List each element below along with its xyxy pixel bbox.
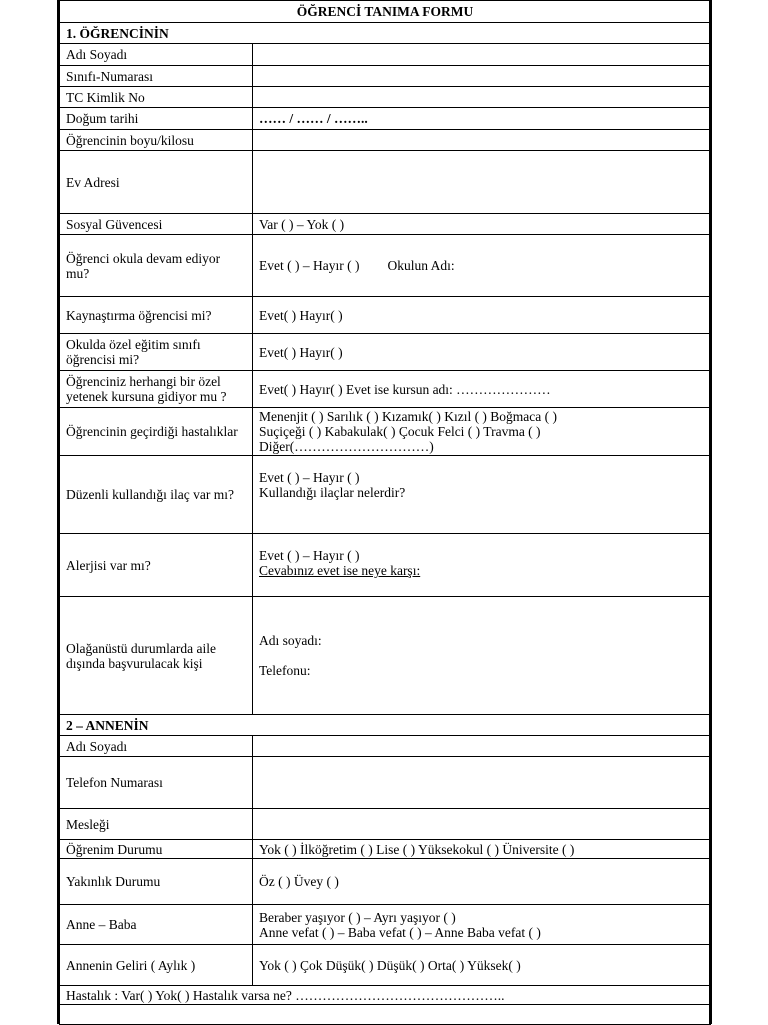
label-adi-soyadi: Adı Soyadı: [60, 44, 253, 66]
label-hastaliklar: Öğrencinin geçirdiği hastalıklar: [60, 408, 253, 456]
okulun-adi-label: Okulun Adı:: [387, 258, 455, 273]
label-kaynastirma: Kaynaştırma öğrencisi mi?: [60, 297, 253, 334]
hastaliklar-line-3[interactable]: Diğer(…………………………): [259, 439, 434, 454]
field-ozel-egitim[interactable]: Evet( ) Hayır( ): [253, 334, 711, 371]
field-anne-meslek[interactable]: [253, 809, 711, 840]
alerji-options[interactable]: Evet ( ) – Hayır ( ): [259, 548, 360, 563]
label-anne-meslek: Mesleği: [60, 809, 253, 840]
field-ozel-yetenek[interactable]: Evet( ) Hayır( ) Evet ise kursun adı: …………………: [253, 371, 711, 408]
anne-hastalik-row[interactable]: Hastalık : Var( ) Yok( ) Hastalık varsa ne? ………………………………………..: [60, 986, 711, 1005]
field-anne-yakinlik[interactable]: Öz ( ) Üvey ( ): [253, 859, 711, 905]
ilac-options[interactable]: Evet ( ) – Hayır ( ): [259, 470, 360, 485]
label-ilac: Düzenli kullandığı ilaç var mı?: [60, 456, 253, 534]
label-sinifi-numarasi: Sınıfı-Numarası: [60, 66, 253, 87]
label-boy-kilo: Öğrencinin boyu/kilosu: [60, 130, 253, 151]
field-sosyal-guvence[interactable]: Var ( ) – Yok ( ): [253, 214, 711, 235]
field-kaynastirma[interactable]: Evet( ) Hayır( ): [253, 297, 711, 334]
alerji-question: Cevabınız evet ise neye karşı:: [259, 563, 421, 578]
field-anne-baba[interactable]: [253, 905, 711, 945]
okula-devam-options[interactable]: Evet ( ) – Hayır ( ): [259, 258, 360, 273]
ilac-question: Kullandığı ilaçlar nelerdir?: [259, 485, 406, 500]
field-hastaliklar[interactable]: [253, 408, 711, 456]
anne-baba-line-2[interactable]: Anne vefat ( ) – Baba vefat ( ) – Anne Baba vefat ( ): [259, 924, 541, 940]
label-ozel-yetenek: Öğrenciniz herhangi bir özel yetenek kursuna gidiyor mu ?: [60, 371, 253, 408]
next-section-row: [60, 1005, 711, 1025]
label-ozel-egitim: Okulda özel eğitim sınıfı öğrencisi mi?: [60, 334, 253, 371]
label-tc-kimlik: TC Kimlik No: [60, 87, 253, 108]
field-anne-gelir[interactable]: Yok ( ) Çok Düşük( ) Düşük( ) Orta( ) Yüksek( ): [253, 945, 711, 986]
acil-adi-label: Adı soyadı:: [259, 633, 322, 648]
label-anne-telefon: Telefon Numarası: [60, 757, 253, 809]
field-tc-kimlik[interactable]: [253, 87, 711, 108]
section2-heading: 2 – ANNENİN: [60, 715, 711, 736]
field-adi-soyadi[interactable]: [253, 44, 711, 66]
field-anne-adi-soyadi[interactable]: [253, 736, 711, 757]
label-dogum-tarihi: Doğum tarihi: [60, 108, 253, 130]
field-sinifi-numarasi[interactable]: [253, 66, 711, 87]
field-acil-kisi[interactable]: [253, 597, 711, 715]
label-ev-adresi: Ev Adresi: [60, 151, 253, 214]
label-sosyal-guvence: Sosyal Güvencesi: [60, 214, 253, 235]
label-anne-yakinlik: Yakınlık Durumu: [60, 859, 253, 905]
label-anne-adi-soyadi: Adı Soyadı: [60, 736, 253, 757]
field-anne-ogrenim[interactable]: Yok ( ) İlköğretim ( ) Lise ( ) Yüksekokul ( ) Üniversite ( ): [253, 840, 711, 859]
field-boy-kilo[interactable]: [253, 130, 711, 151]
label-anne-baba: Anne – Baba: [60, 905, 253, 945]
label-acil-kisi: Olağanüstü durumlarda aile dışında başvurulacak kişi: [60, 597, 253, 715]
student-form-table: [59, 0, 711, 1025]
label-alerji: Alerjisi var mı?: [60, 534, 253, 597]
anne-baba-line-1[interactable]: Beraber yaşıyor ( ) – Ayrı yaşıyor ( ): [259, 909, 456, 925]
field-ilac[interactable]: [253, 456, 711, 534]
form-title: ÖĞRENCİ TANIMA FORMU: [60, 1, 711, 23]
label-okula-devam: Öğrenci okula devam ediyor mu?: [60, 235, 253, 297]
field-anne-telefon[interactable]: [253, 757, 711, 809]
label-anne-gelir: Annenin Geliri ( Aylık ): [60, 945, 253, 986]
hastaliklar-line-1[interactable]: Menenjit ( ) Sarılık ( ) Kızamık( ) Kızıl ( ) Boğmaca ( ): [259, 409, 558, 424]
field-ev-adresi[interactable]: [253, 151, 711, 214]
hastaliklar-line-2[interactable]: Suçiçeği ( ) Kabakulak( ) Çocuk Felci ( ) Travma ( ): [259, 424, 541, 439]
field-dogum-tarihi[interactable]: …… / …… / ……..: [253, 108, 711, 130]
field-alerji[interactable]: [253, 534, 711, 597]
acil-tel-label: Telefonu:: [259, 663, 311, 678]
label-anne-ogrenim: Öğrenim Durumu: [60, 840, 253, 859]
section1-heading: 1. ÖĞRENCİNİN: [60, 23, 711, 44]
field-okula-devam[interactable]: [253, 235, 711, 297]
